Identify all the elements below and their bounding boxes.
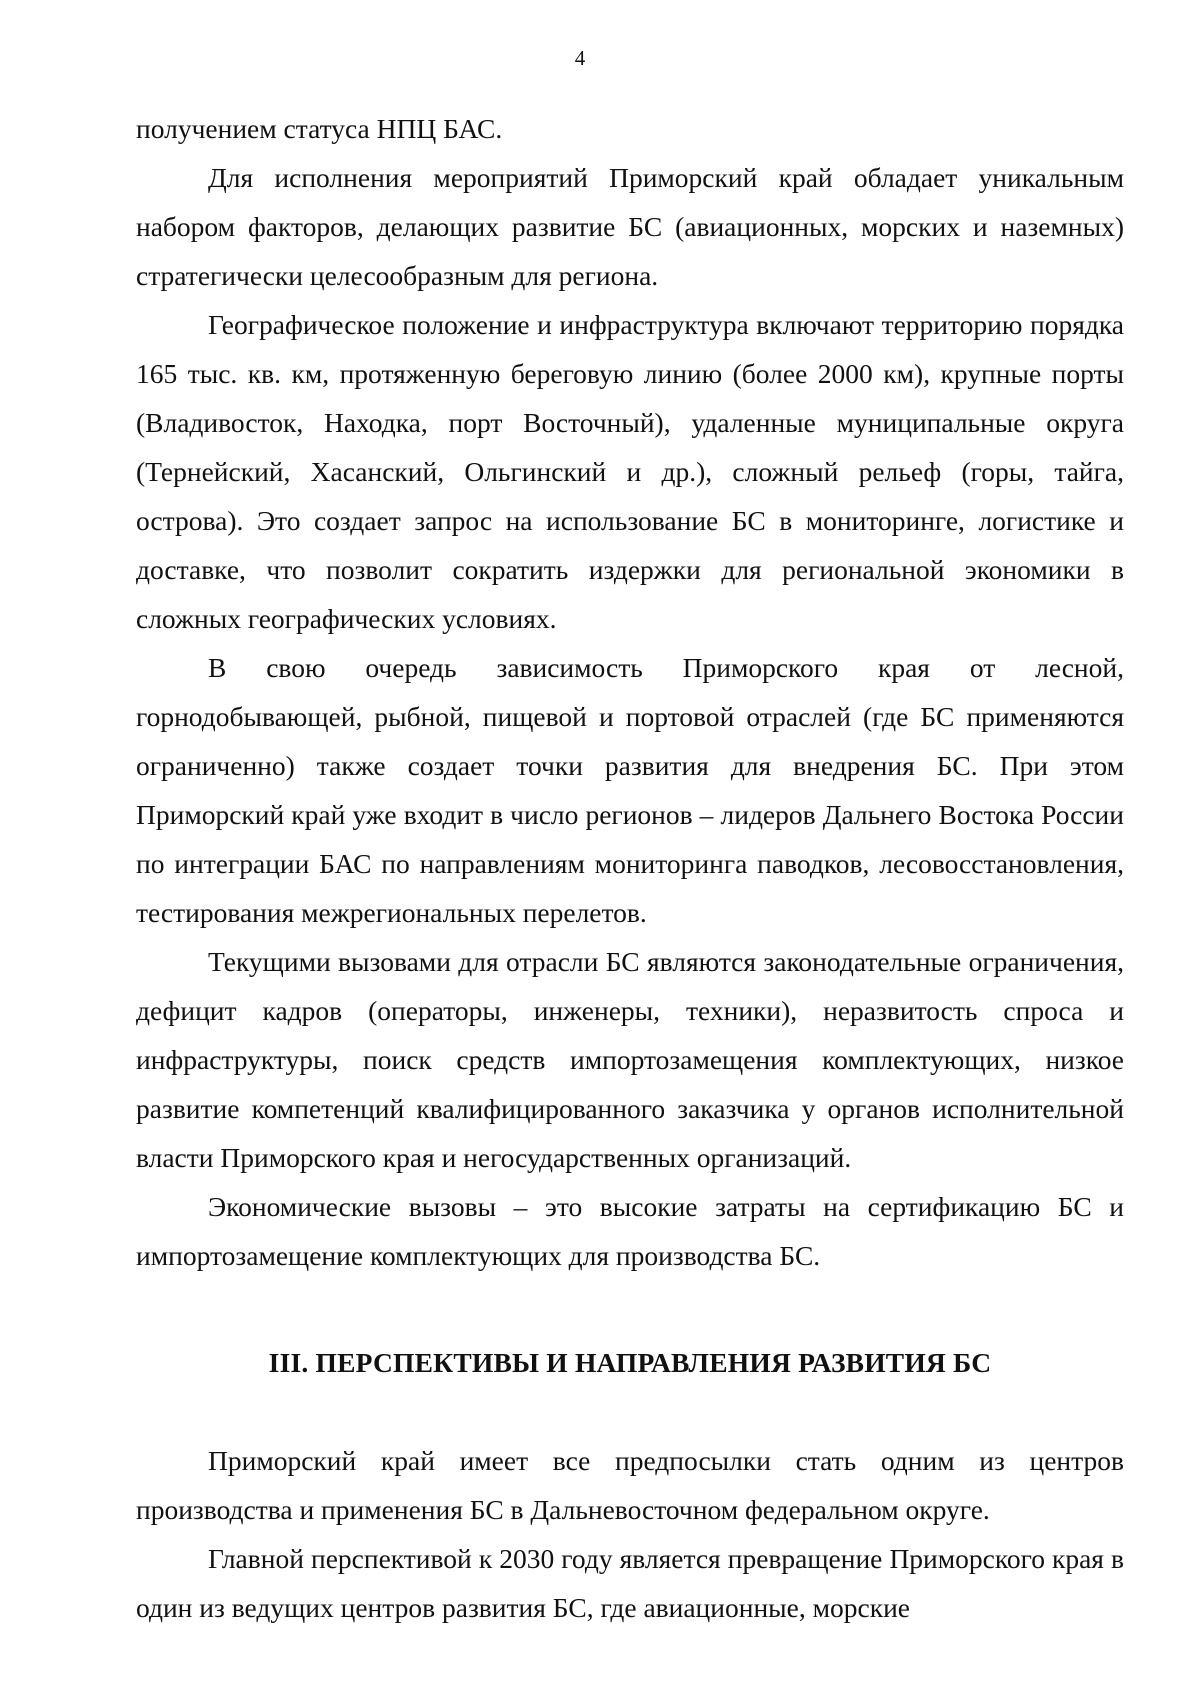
- paragraph: Текущими вызовами для отрасли БС являются законодательные ограничения, дефицит кадров (операторы, инженеры, техники), неразвитость спроса и инфраструктуры, поиск средств импортозамещения комплектующих, низкое развитие компетенций квалифицированного заказчика у органов исполнительной власти Приморского края и негосударственных организаций.: [136, 946, 1124, 1173]
- paragraph: Для исполнения мероприятий Приморский край обладает уникальным набором факторов, делающих развитие БС (авиационных, морских и наземных) стратегически целесообразным для региона.: [136, 162, 1124, 291]
- page-number: 4: [574, 46, 586, 70]
- paragraph: Географическое положение и инфраструктура включают территорию порядка 165 тыс. кв. км, протяженную береговую линию (более 2000 км), крупные порты (Владивосток, Находка, порт Восточный), удаленные муниципальные округа (Тернейский, Хасанский, Ольгинский и др.), сложный рельеф (горы, тайга, острова). Это создает запрос на использование БС в мониторинге, логистике и доставке, что позволит сократить издержки для региональной экономики в сложных географических условиях.: [136, 309, 1124, 634]
- paragraph-continuation: получением статуса НПЦ БАС.: [136, 113, 503, 144]
- paragraph: Приморский край имеет все предпосылки стать одним из центров производства и применения БС в Дальневосточном федеральном округе.: [136, 1445, 1124, 1525]
- paragraph: В свою очередь зависимость Приморского края от лесной, горнодобывающей, рыбной, пищевой и портовой отраслей (где БС применяются ограниченно) также создает точки развития для внедрения БС. При этом Приморский край уже входит в число регионов – лидеров Дальнего Востока России по интеграции БАС по направлениям мониторинга паводков, лесовосстановления, тестирования межрегиональных перелетов.: [136, 652, 1124, 928]
- paragraph: Главной перспективой к 2030 году является превращение Приморского края в один из ведущих центров развития БС, где авиационные, морские: [136, 1543, 1124, 1623]
- section-heading: III. ПЕРСПЕКТИВЫ И НАПРАВЛЕНИЯ РАЗВИТИЯ БС: [268, 1347, 992, 1378]
- document-body: [136, 104, 1124, 1632]
- paragraph: Экономические вызовы – это высокие затраты на сертификацию БС и импортозамещение комплектующих для производства БС.: [136, 1191, 1124, 1271]
